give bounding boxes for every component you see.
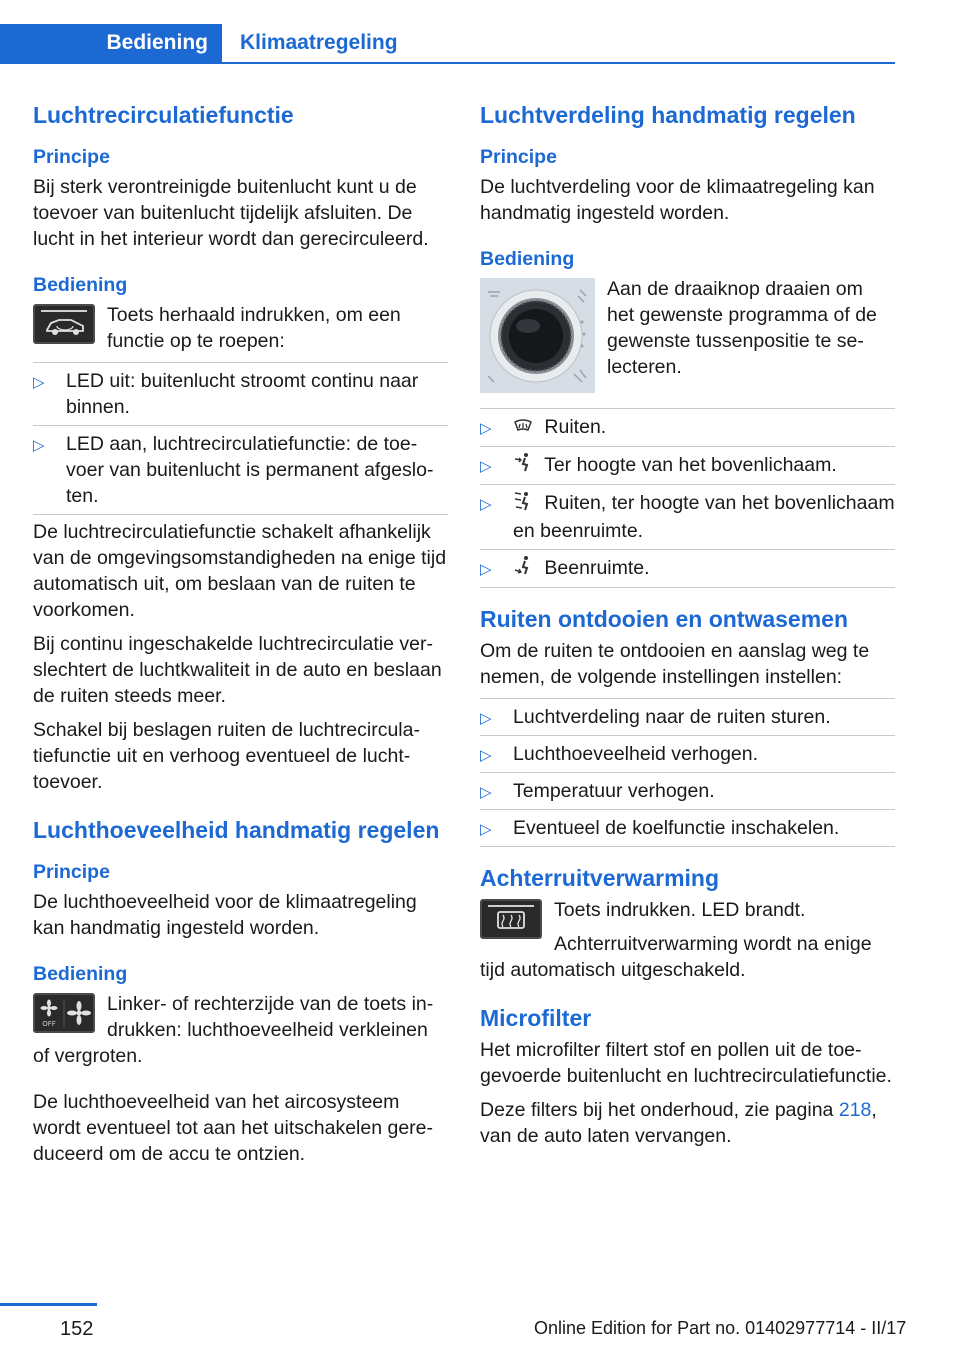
tab-bediening[interactable]: Bediening: [0, 24, 222, 62]
subheading-bediening: Bediening: [33, 274, 128, 296]
bullet-triangle-icon: ▷: [33, 374, 45, 391]
bullet-triangle-icon: ▷: [33, 437, 45, 454]
paragraph: Achterruitverwarming wordt na enige tijd automatisch uitgeschakeld.: [480, 932, 872, 981]
section-title-luchtrecirculatie: Luchtrecirculatiefunctie: [33, 102, 294, 128]
paragraph: Schakel bij beslagen ruiten de luchtrecirculatiefunctie uit en verhoog eventueel de luchttoevoer.: [33, 719, 420, 793]
bullet-triangle-icon: ▷: [480, 457, 492, 475]
paragraph: Deze filters bij het onderhoud, zie pagina 218, van de auto laten vervangen.: [480, 1098, 877, 1147]
bullet-triangle-icon: ▷: [480, 783, 492, 801]
bullet-triangle-icon: ▷: [480, 709, 492, 727]
tab-klimaatregeling[interactable]: Klimaatregeling: [240, 31, 398, 54]
bullet-triangle-icon: ▷: [480, 496, 492, 514]
list-item: ▷ LED aan, luchtrecirculatiefunctie: de toevoer van buitenlucht is permanent afgesloten.: [33, 426, 448, 515]
section-title-achterruitverwarming: Achterruitverwarming: [480, 864, 720, 891]
list-item: ▷ Eventueel de koelfunctie inschakelen.: [480, 810, 895, 847]
bullet-list: [480, 408, 895, 588]
subheading-principe: Principe: [33, 146, 110, 168]
paragraph: Bij sterk verontreinigde buitenlucht kunt u de toevoer van buitenlucht tijdelijk afsluiten. De lucht in het interieur wordt dan gerecirculeerd.: [33, 176, 429, 250]
footwell-air-icon: [513, 555, 533, 582]
fan-speed-button-image: [33, 993, 95, 1033]
bullet-list: [480, 698, 895, 847]
upper-body-air-icon: [513, 452, 533, 479]
recirculation-block: [33, 302, 448, 362]
bullet-triangle-icon: ▷: [480, 420, 492, 437]
paragraph: Om de ruiten te ontdooien en aanslag weg te nemen, de volgende instellingen instellen:: [480, 639, 870, 688]
list-item: ▷ Beenruimte.: [480, 550, 895, 588]
list-item: ▷ Luchtverdeling naar de ruiten sturen.: [480, 698, 895, 736]
section-title-luchtverdeling: Luchtverdeling handmatig regelen: [480, 102, 856, 128]
bullet-triangle-icon: ▷: [480, 560, 492, 578]
list-item: ▷ Luchthoeveelheid verhogen.: [480, 736, 895, 773]
list-item: ▷ Ruiten.: [480, 408, 895, 447]
header-tabbar: [0, 24, 895, 64]
list-item: ▷ Ruiten, ter hoogte van het bovenlichaam en beenruimte.: [480, 485, 895, 549]
windshield-upper-body-air-icon: [513, 491, 533, 518]
paragraph: Het microfilter filtert stof en pollen uit de toegevoerde buitenlucht en luchtrecirculatiefunctie.: [480, 1038, 892, 1087]
page-number: 152: [60, 1318, 94, 1340]
subheading-bediening: Bediening: [480, 248, 575, 270]
subheading-principe: Principe: [33, 861, 110, 883]
subheading-principe: Principe: [480, 146, 557, 168]
list-item: ▷ Temperatuur verhogen.: [480, 773, 895, 810]
paragraph: De luchtrecirculatiefunctie schakelt afhankelijk van de omgevingsomstandigheden na enige tijd automatisch uit, om beslaan van de ruiten te voorkomen.: [33, 521, 447, 621]
list-item: ▷ Ter hoogte van het bovenlichaam.: [480, 447, 895, 485]
right-column: [480, 100, 895, 1157]
paragraph: De luchtverdeling voor de klimaatregeling kan handmatig ingesteld worden.: [480, 176, 875, 224]
air-distribution-knob-image: [480, 278, 595, 400]
paragraph: Aan de draaiknop draaien om het gewenste programma of de gewenste tussenpositie te selecteren.: [607, 278, 877, 378]
section-title-microfilter: Microfilter: [480, 1004, 592, 1031]
paragraph: Toets herhaald indrukken, om een functie op te roepen:: [107, 304, 401, 352]
edition-note: Online Edition for Part no. 01402977714 - II/17: [534, 1318, 907, 1338]
subheading-bediening: Bediening: [33, 963, 128, 985]
bullet-triangle-icon: ▷: [480, 820, 492, 838]
bullet-list: [33, 362, 448, 515]
knob-block: [480, 276, 895, 408]
paragraph: Bij continu ingeschakelde luchtrecirculatie verslechtert de luchtkwaliteit in de auto en beslaan de ruiten steeds meer.: [33, 633, 442, 707]
windshield-icon: [513, 415, 533, 441]
paragraph: De luchthoeveelheid van het aircosysteem wordt eventueel tot aan het uitschakelen gereduceerd om de accu te ontzien.: [33, 1091, 434, 1165]
paragraph: Linker- of rechterzijde van de toets indrukken: luchthoeveelheid verkleinen of vergroten.: [33, 993, 434, 1067]
footer-divider: [0, 1303, 97, 1306]
section-title-luchthoeveelheid: Luchthoeveelheid handmatig regelen: [33, 817, 440, 843]
paragraph: Toets indrukken. LED brandt.: [554, 898, 806, 921]
list-item: ▷ LED uit: buitenlucht stroomt continu naar binnen.: [33, 362, 448, 426]
rear-defrost-block: [480, 897, 895, 991]
left-column: [33, 100, 448, 1175]
fan-block: [33, 991, 448, 1077]
paragraph: De luchthoeveelheid voor de klimaatregeling kan handmatig ingesteld worden.: [33, 891, 417, 939]
bullet-triangle-icon: ▷: [480, 746, 492, 764]
section-title-ruiten-ontdooien: Ruiten ontdooien en ontwasemen: [480, 605, 849, 632]
rear-window-heating-button-image: [480, 899, 542, 939]
page-link[interactable]: 218: [838, 1098, 872, 1121]
recirculation-button-image: [33, 304, 95, 344]
svg-text:OFF: OFF: [42, 1020, 56, 1028]
